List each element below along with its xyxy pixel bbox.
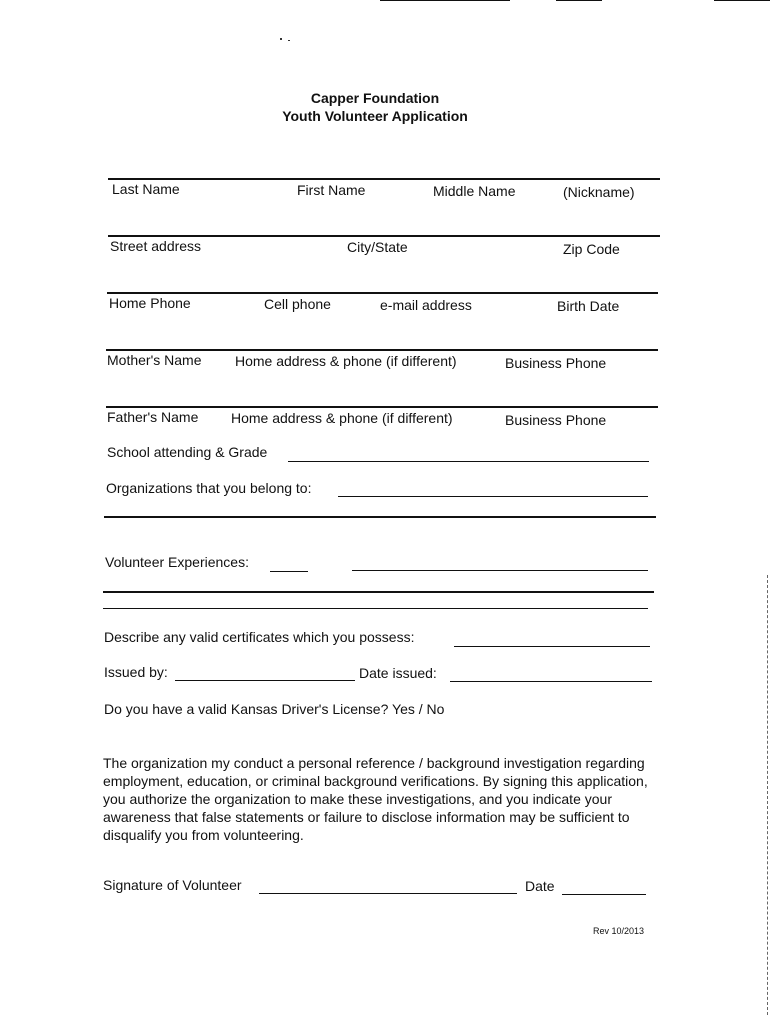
organizations-label: Organizations that you belong to: [106,480,312,496]
certificates-label: Describe any valid certificates which you possess: [104,629,415,645]
issued-by-label: Issued by: [104,664,168,680]
address-line [108,235,660,237]
birth-date-label: Birth Date [557,298,620,314]
signature-date-field[interactable] [562,894,646,895]
date-issued-label: Date issued: [359,665,437,681]
mother-line [106,349,658,351]
street-address-label: Street address [110,238,202,254]
organizations-field-extra[interactable] [104,516,656,518]
scan-artifact [380,0,510,1]
signature-label: Signature of Volunteer [103,877,242,893]
mother-address-label: Home address & phone (if different) [235,353,457,369]
home-phone-label: Home Phone [109,295,191,311]
certificates-field[interactable] [454,646,650,647]
document-org: Capper Foundation [310,90,440,106]
scan-artifact [280,38,282,40]
issued-by-field[interactable] [175,680,355,681]
contact-line [107,292,658,294]
organizations-field[interactable] [338,496,648,497]
last-name-label: Last Name [112,181,180,197]
disclaimer-paragraph: The organization my conduct a personal reference / background investigation regarding employment, education, or criminal background verifications. By signing this application, you authorize the organization to make these investigations, and you indicate your awareness that false statements or failure to disclose information may be sufficient to disqualify you from volunteering. [103,755,648,843]
father-name-label: Father's Name [107,409,199,425]
school-label: School attending & Grade [107,444,268,460]
signature-field[interactable] [259,893,517,894]
first-name-label: First Name [297,182,366,198]
cell-phone-label: Cell phone [264,296,331,312]
date-issued-field[interactable] [450,681,652,682]
father-address-label: Home address & phone (if different) [231,410,453,426]
volunteer-field-extra[interactable] [103,608,648,609]
name-line [108,178,660,180]
father-line [106,406,658,408]
volunteer-field-dash[interactable] [270,571,308,572]
document-title: Youth Volunteer Application [282,108,468,124]
drivers-license-question: Do you have a valid Kansas Driver's License? Yes / No [104,701,445,717]
scan-artifact [556,0,602,1]
volunteer-field-extra[interactable] [103,591,654,593]
scan-artifact [714,0,770,1]
nickname-label: (Nickname) [563,184,635,200]
school-field[interactable] [288,461,649,462]
mother-name-label: Mother's Name [107,352,202,368]
city-state-label: City/State [347,239,408,255]
zip-code-label: Zip Code [563,241,620,257]
signature-date-label: Date [525,878,555,894]
revision-note: Rev 10/2013 [593,926,645,936]
scan-artifact [767,575,769,1015]
scan-artifact [288,40,290,41]
volunteer-field[interactable] [352,570,648,571]
middle-name-label: Middle Name [433,183,516,199]
father-business-phone-label: Business Phone [505,412,607,428]
email-label: e-mail address [380,297,472,313]
mother-business-phone-label: Business Phone [505,355,607,371]
volunteer-experiences-label: Volunteer Experiences: [105,554,249,570]
